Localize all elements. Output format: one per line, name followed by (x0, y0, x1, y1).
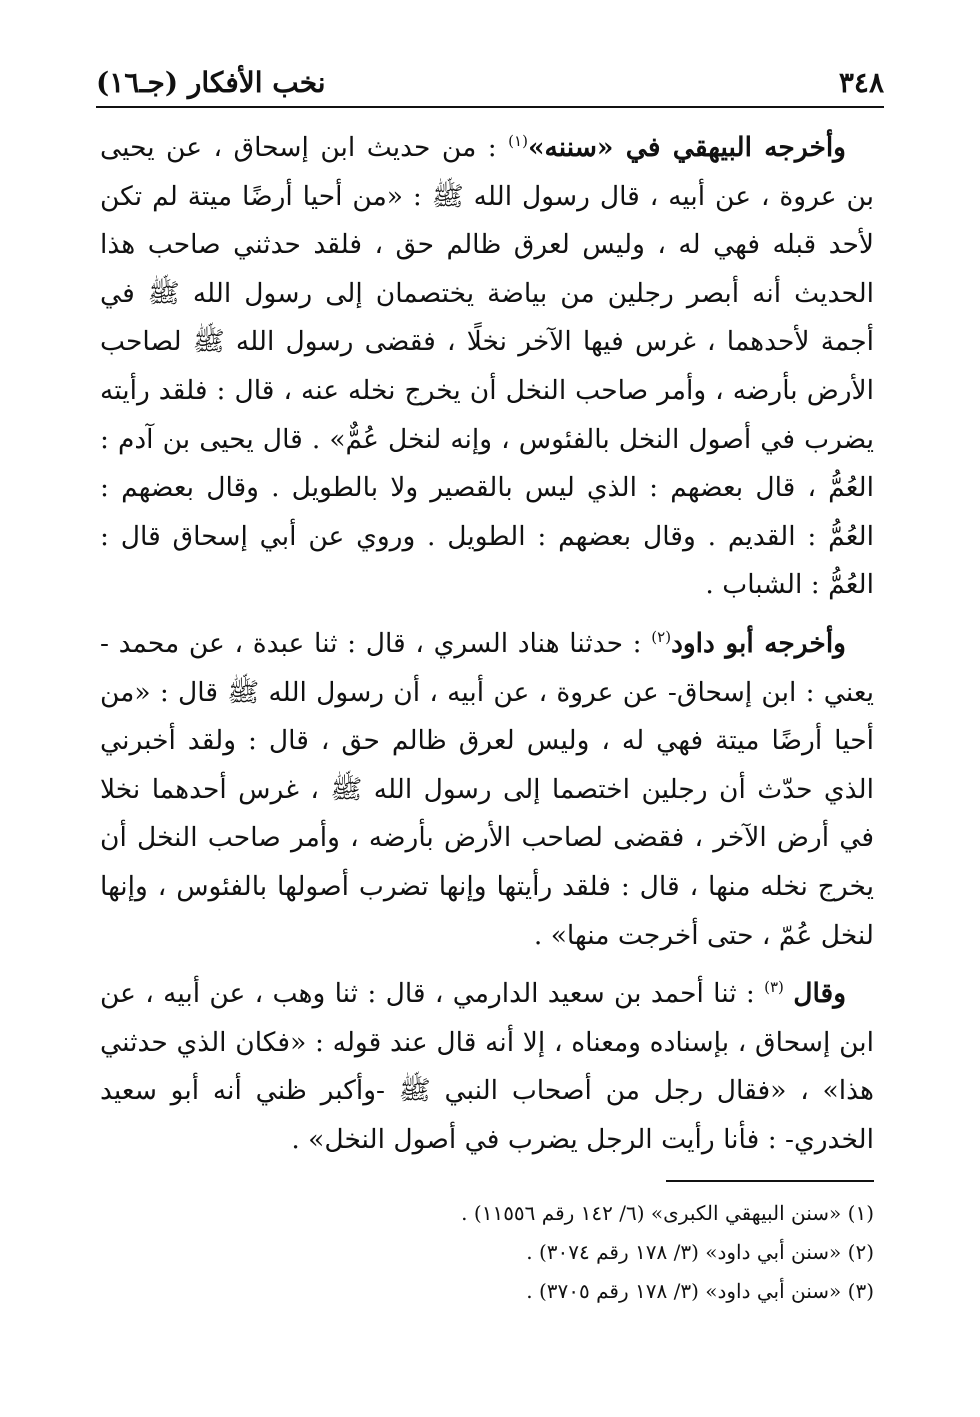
paragraph-text: : من حديث ابن إسحاق ، عن يحيى بن عروة ، عن أبيه ، قال رسول الله ﷺ : «من أحيا أرضًا ميتة لم تكن لأحد قبله فهي له ، وليس لعرق ظالم حق ، فلقد حدثني صاحب هذا الحديث أنه أبصر رجلين من بياضة يختصمان إلى رسول الله ﷺ في أجمة لأحدهما ، غرس فيها الآخر نخلًا ، فقضى رسول الله ﷺ لصاحب الأرض بأرضه ، وأمر صاحب النخل أن يخرج نخله عنه ، قال : فلقد رأيته يضرب في أصول النخل بالفئوس ، وإنه لنخل عُمٌّ» . قال يحيى بن آدم : العُمُّ ، قال بعضهم : الذي ليس بالقصير ولا بالطويل . وقال بعضهم : العُمُّ : القديم . وقال بعضهم : الطويل . وروي عن أبي إسحاق قال : العُمُّ : الشباب . (100, 132, 874, 601)
main-text (100, 124, 874, 1174)
running-header (96, 62, 884, 102)
paragraph-abu-dawud (100, 620, 874, 960)
header-divider (96, 106, 884, 108)
paragraph-lead: وأخرجه أبو داود (671, 627, 846, 659)
paragraph-bayhaqi (100, 124, 874, 610)
footnote-ref: (١) (508, 132, 528, 151)
footnotes (300, 1194, 874, 1311)
paragraph-text: : ثنا أحمد بن سعيد الدارمي ، قال : ثنا وهب ، عن أبيه ، عن ابن إسحاق ، بإسناده ومعناه ، إلا أنه قال عند قوله : «فكان الذي حدثني هذا» ، «فقال رجل من أصحاب النبي ﷺ -وأكبر ظني أنه أبو سعيد الخدري- : فأنا رأيت الرجل يضرب في أصول النخل» . (100, 978, 874, 1155)
page-number: ٣٤٨ (838, 65, 884, 99)
footnote-item: (٣) «سنن أبي داود» (٣/ ١٧٨ رقم ٣٧٠٥) . (526, 1279, 874, 1303)
paragraph-darimi (100, 970, 874, 1164)
footnote-ref: (٢) (651, 628, 672, 647)
paragraph-text: : حدثنا هناد السري ، قال : ثنا عبدة ، عن محمد - يعني : ابن إسحاق- عن عروة ، عن أبيه ، أن رسول الله ﷺ قال : «من أحيا أرضًا ميتة فهي له ، وليس لعرق ظالم حق ، قال : ولقد أخبرني الذي حدّث أن رجلين اختصما إلى رسول الله ﷺ ، غرس أحدهما نخلا في أرض الآخر ، فقضى لصاحب الأرض بأرضه ، وأمر صاحب النخل أن يخرج نخله منها ، قال : فلقد رأيتها وإنها تضرب أصولها بالفئوس ، وإنها لنخل عُمّ ، حتى أخرجت منها» . (100, 627, 874, 951)
footnote-divider (666, 1180, 874, 1182)
book-title: نخب الأفكار (جـ١٦) (96, 65, 326, 99)
footnote-item: (١) «سنن البيهقي الكبرى» (٦/ ١٤٢ رقم ١١٥٥٦) . (461, 1201, 874, 1225)
footnote-ref: (٣) (764, 978, 784, 997)
paragraph-lead: وأخرجه البيهقي في «سننه» (527, 132, 846, 163)
footnote-item: (٢) «سنن أبي داود» (٣/ ١٧٨ رقم ٣٠٧٤) . (526, 1240, 874, 1264)
paragraph-lead: وقال (793, 978, 846, 1010)
